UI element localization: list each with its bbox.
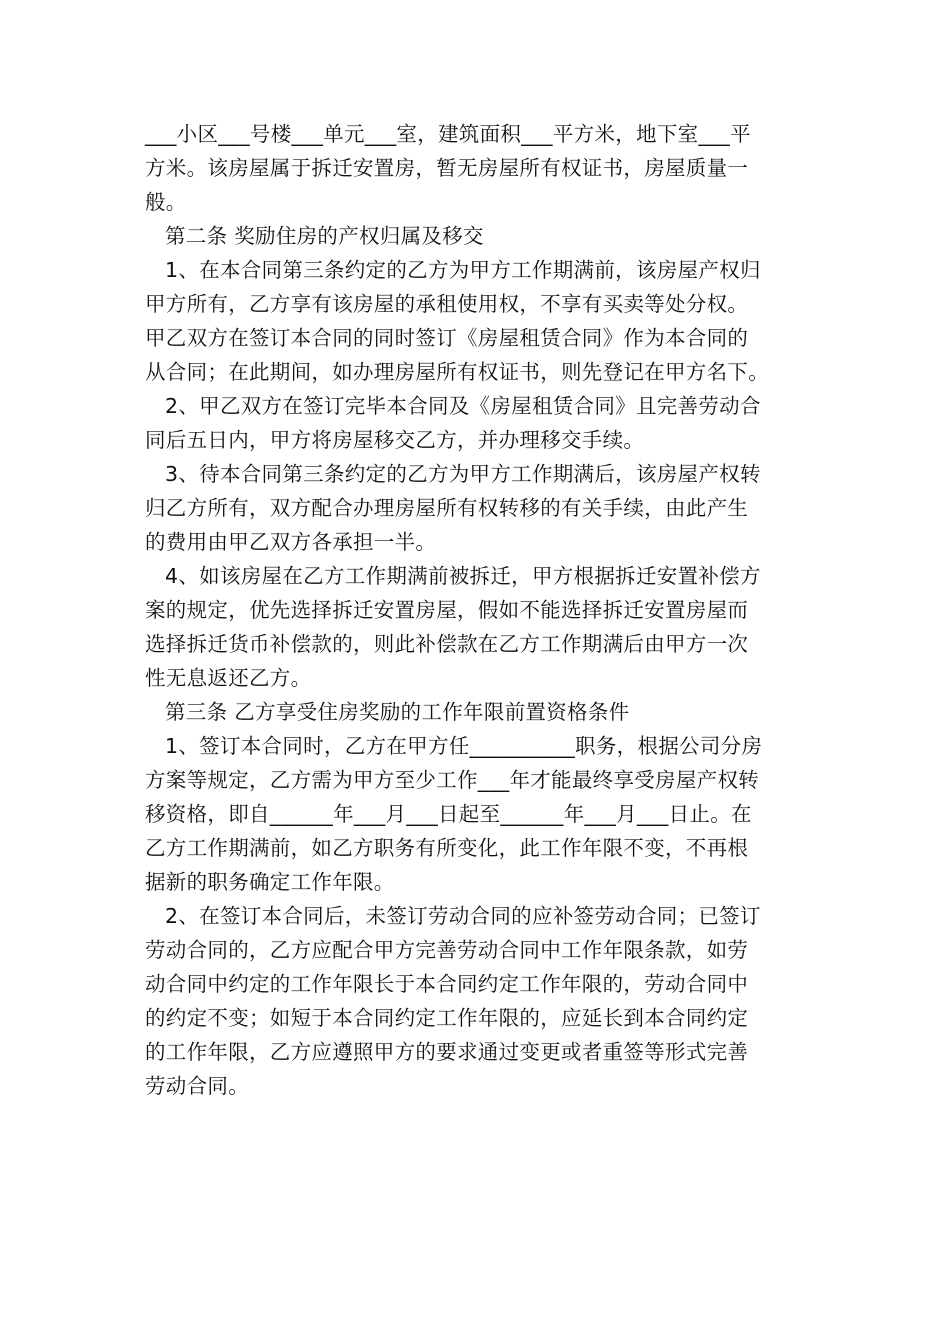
text-line: 方米。该房屋属于拆迁安置房，暂无房屋所有权证书，房屋质量一 bbox=[145, 156, 749, 180]
text-line: 案的规定，优先选择拆迁安置房屋，假如不能选择拆迁安置房屋而 bbox=[145, 598, 749, 622]
text-line: ___小区___号楼___单元___室，建筑面积___平方米，地下室___平 bbox=[145, 122, 751, 146]
text-line: 劳动合同。 bbox=[145, 1074, 249, 1098]
text-line: 的费用由甲乙双方各承担一半。 bbox=[145, 530, 437, 554]
text-line: 劳动合同的，乙方应配合甲方完善劳动合同中工作年限条款，如劳 bbox=[145, 938, 749, 962]
text-line: 4、如该房屋在乙方工作期满前被拆迁，甲方根据拆迁安置补偿方 bbox=[165, 564, 761, 588]
text-line: 动合同中约定的工作年限长于本合同约定工作年限的，劳动合同中 bbox=[145, 972, 749, 996]
text-line: 选择拆迁货币补偿款的，则此补偿款在乙方工作期满后由甲方一次 bbox=[145, 632, 749, 656]
text-line: 1、签订本合同时，乙方在甲方任__________职务，根据公司分房 bbox=[165, 734, 763, 758]
text-line: 从合同；在此期间，如办理房屋所有权证书，则先登记在甲方名下。 bbox=[145, 360, 769, 384]
text-line: 据新的职务确定工作年限。 bbox=[145, 870, 395, 894]
text-line: 1、在本合同第三条约定的乙方为甲方工作期满前，该房屋产权归 bbox=[165, 258, 761, 282]
article-heading: 第三条 乙方享受住房奖励的工作年限前置资格条件 bbox=[165, 700, 630, 724]
text-line: 的约定不变；如短于本合同约定工作年限的，应延长到本合同约定 bbox=[145, 1006, 749, 1030]
text-line: 般。 bbox=[145, 190, 187, 214]
text-line: 乙方工作期满前，如乙方职务有所变化，此工作年限不变，不再根 bbox=[145, 836, 749, 860]
text-line: 甲方所有，乙方享有该房屋的承租使用权，不享有买卖等处分权。 bbox=[145, 292, 749, 316]
text-line: 3、待本合同第三条约定的乙方为甲方工作期满后，该房屋产权转 bbox=[165, 462, 761, 486]
text-line: 性无息返还乙方。 bbox=[145, 666, 312, 690]
text-line: 甲乙双方在签订本合同的同时签订《房屋租赁合同》作为本合同的 bbox=[145, 326, 749, 350]
text-line: 归乙方所有，双方配合办理房屋所有权转移的有关手续，由此产生 bbox=[145, 496, 749, 520]
text-line: 的工作年限，乙方应遵照甲方的要求通过变更或者重签等形式完善 bbox=[145, 1040, 749, 1064]
article-heading: 第二条 奖励住房的产权归属及移交 bbox=[165, 224, 484, 248]
text-line: 同后五日内，甲方将房屋移交乙方，并办理移交手续。 bbox=[145, 428, 645, 452]
text-line: 2、在签订本合同后，未签订劳动合同的应补签劳动合同；已签订 bbox=[165, 904, 761, 928]
text-line: 移资格，即自______年___月___日起至______年___月___日止。在 bbox=[145, 802, 752, 826]
text-line: 方案等规定，乙方需为甲方至少工作___年才能最终享受房屋产权转 bbox=[145, 768, 760, 792]
document-body bbox=[145, 117, 805, 1103]
text-line: 2、甲乙双方在签订完毕本合同及《房屋租赁合同》且完善劳动合 bbox=[165, 394, 761, 418]
